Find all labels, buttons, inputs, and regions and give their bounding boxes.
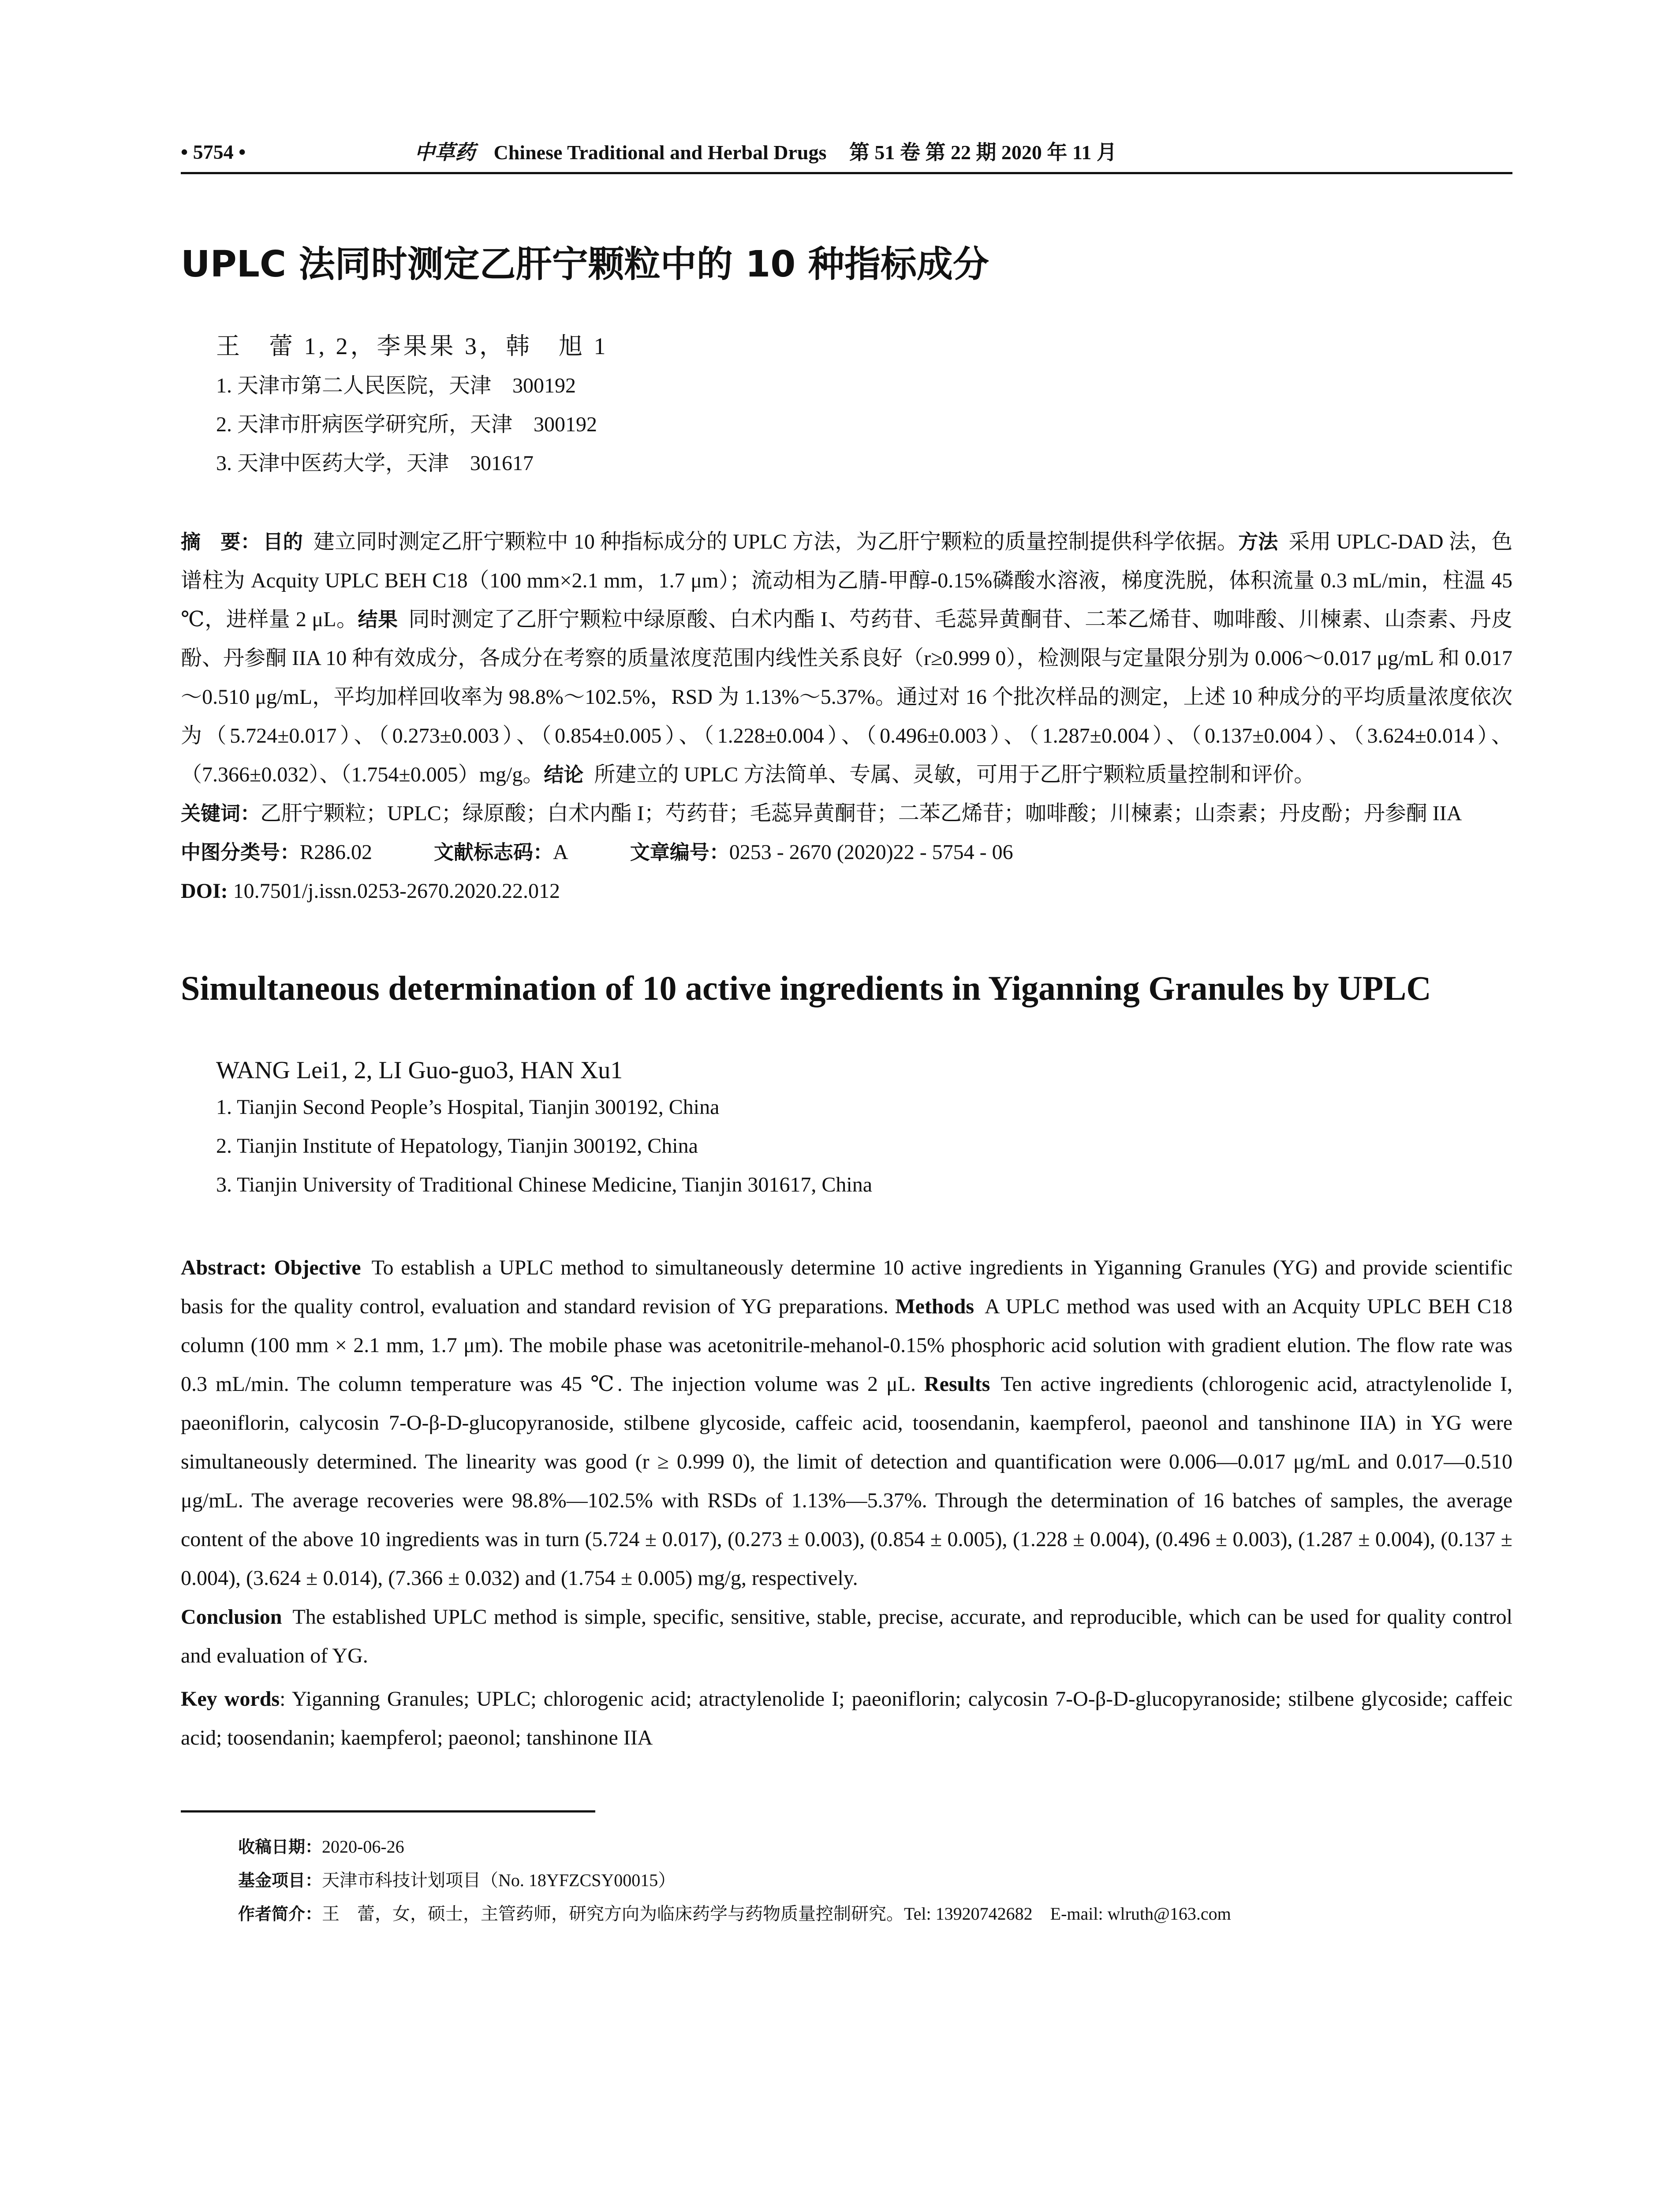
cn-abstract <box>181 523 1512 794</box>
en-abstract-text: The established UPLC method is simple, specific, sensitive, stable, precise, accurate, and reproducible, which can be used for quality control and evaluation of YG. <box>181 1605 1512 1667</box>
cn-affiliations <box>216 366 1512 483</box>
doi-line <box>181 872 1512 911</box>
clc-value: R286.02 <box>300 841 373 864</box>
clc-label: 中图分类号： <box>181 841 300 864</box>
doi-value: 10.7501/j.issn.0253-2670.2020.22.012 <box>233 879 560 903</box>
footnote-received <box>238 1830 1512 1864</box>
cn-abstract-section-label: 方法 <box>1238 530 1278 553</box>
cn-affiliation: 3. 天津中医药大学，天津 301617 <box>216 452 534 475</box>
en-abstract-label: Abstract: <box>181 1256 267 1279</box>
footnote-funding <box>238 1864 1512 1897</box>
cn-abstract-label: 摘 要： <box>181 530 261 553</box>
en-authors: WANG Lei1, 2, LI Guo-guo3, HAN Xu1 <box>216 1057 623 1084</box>
en-abstract-text: Ten active ingredients (chlorogenic acid, atractylenolide I, paeoniflorin, calycosin 7-O-β-D-glucopyranoside, stilbene glycoside, caffeic acid, toosendanin, kaempferol, paeonol and tanshinone IIA) in YG were simultaneously determined. The linearity was good (r ≥ 0.999 0), the limit of detection and quantification were 0.006—0.017 μg/mL and 0.017—0.510 μg/mL. The average recoveries were 98.8%—102.5% with RSDs of 1.13%—5.37%. Through the determination of 16 batches of samples, the average content of the above 10 ingredients was in turn (5.724 ± 0.017), (0.273 ± 0.003), (0.854 ± 0.005), (1.228 ± 0.004), (0.496 ± 0.003), (1.287 ± 0.004), (0.137 ± 0.004), (3.624 ± 0.014), (7.366 ± 0.032) and (1.754 ± 0.005) mg/g, respectively. <box>181 1372 1513 1590</box>
footnote-label: 作者简介： <box>238 1904 322 1924</box>
journal-name-en: Chinese Traditional and Herbal Drugs <box>493 141 827 164</box>
issue-info: 第 51 卷 第 22 期 2020 年 11 月 <box>849 141 1117 164</box>
en-affiliation: 1. Tianjin Second People’s Hospital, Tianjin 300192, China <box>216 1095 720 1119</box>
cn-abstract-section-label: 结果 <box>358 608 398 631</box>
cn-affiliation: 2. 天津市肝病医学研究所，天津 300192 <box>216 413 597 436</box>
cn-authors: 王 蕾 1, 2，李果果 3，韩 旭 1 <box>216 333 609 359</box>
en-keywords-label: Key words <box>181 1687 280 1711</box>
en-affiliation: 3. Tianjin University of Traditional Chinese Medicine, Tianjin 301617, China <box>216 1173 873 1196</box>
cn-abstract-section-label: 目的 <box>263 530 303 553</box>
footnote-text: 天津市科技计划项目（No. 18YFZCSY00015） <box>322 1870 676 1890</box>
cn-abstract-text: 所建立的 UPLC 方法简单、专属、灵敏，可用于乙肝宁颗粒质量控制和评价。 <box>594 763 1315 786</box>
en-abstract <box>181 1248 1512 1675</box>
en-affiliation: 2. Tianjin Institute of Hepatology, Tianjin 300192, China <box>216 1134 698 1158</box>
en-affiliations <box>216 1088 1512 1204</box>
article-page <box>181 132 1512 1931</box>
footnote-label: 基金项目： <box>238 1871 322 1890</box>
en-abstract-section-label: Objective <box>274 1256 361 1279</box>
footnote-label: 收稿日期： <box>238 1837 322 1857</box>
en-abstract-section-label: Results <box>924 1372 990 1396</box>
cn-keywords <box>181 794 1512 833</box>
journal-header <box>414 132 1117 172</box>
cn-abstract-text: 采用 UPLC-DAD 法，色谱柱为 Acquity UPLC BEH C18（100 mm×2.1 mm，1.7 μm）；流动相为乙腈-甲醇-0.15%磷酸水溶液，梯度洗脱，体积流量 0.3 mL/min，柱温 45 ℃，进样量 2 μL。 <box>181 530 1512 631</box>
journal-logo-cn: 中草药 <box>414 140 475 164</box>
cn-abstract-section-label: 结论 <box>544 763 584 786</box>
en-abstract-text: To establish a UPLC method to simultaneously determine 10 active ingredients in Yiganning Granules (YG) and provide scientific basis for the quality control, evaluation and standard revision of YG preparations. <box>181 1256 1513 1318</box>
en-abstract-section-label: Methods <box>895 1295 974 1318</box>
article-number-value: 0253 - 2670 (2020)22 - 5754 - 06 <box>729 841 1013 864</box>
doccode-label: 文献标志码： <box>434 841 553 864</box>
footnote-author-bio <box>238 1897 1512 1931</box>
running-header <box>181 132 1512 174</box>
doi-label: DOI: <box>181 879 228 903</box>
cn-title: UPLC 法同时测定乙肝宁颗粒中的 10 种指标成分 <box>181 243 989 285</box>
cn-abstract-text: 建立同时测定乙肝宁颗粒中 10 种指标成分的 UPLC 方法，为乙肝宁颗粒的质量控制提供科学依据。 <box>313 530 1239 553</box>
en-keywords-text: : Yiganning Granules; UPLC; chlorogenic acid; atractylenolide I; paeoniflorin; calycosin 7-O-β-D-glucopyranoside; stilbene glycoside; caffeic acid; toosendanin; kaempferol; paeonol; tanshinone IIA <box>181 1687 1512 1749</box>
doccode-value: A <box>553 841 568 864</box>
article-number-label: 文章编号： <box>630 841 729 864</box>
cn-classification <box>181 833 1512 872</box>
cn-abstract-text: 同时测定了乙肝宁颗粒中绿原酸、白术内酯 I、芍药苷、毛蕊异黄酮苷、二苯乙烯苷、咖啡酸、川楝素、山柰素、丹皮酚、丹参酮 IIA 10 种有效成分，各成分在考察的质量浓度范围内线性关系良好（r≥0.999 0），检测限与定量限分别为 0.006～0.017 μg/mL 和 0.017～0.510 μg/mL，平均加样回收率为 98.8%～102.5%，RSD 为 1.13%～5.37%。通过对 16 个批次样品的测定，上述 10 种成分的平均质量浓度依次为（5.724±0.017）、（0.273±0.003）、（0.854±0.005）、（1.228±0.004）、（0.496±0.003）、（1.287±0.004）、（0.137±0.004）、（3.624±0.014）、（7.366±0.032）、（1.754±0.005）mg/g。 <box>181 608 1512 786</box>
cn-keywords-label: 关键词： <box>181 802 261 825</box>
en-title: Simultaneous determination of 10 active ingredients in Yiganning Granules by UPLC <box>181 969 1431 1007</box>
footnote-rule <box>181 1810 595 1813</box>
footnote-text: 2020-06-26 <box>322 1837 404 1857</box>
page-number: • 5754 • <box>181 141 246 163</box>
cn-affiliation: 1. 天津市第二人民医院，天津 300192 <box>216 374 576 397</box>
footnotes <box>238 1830 1512 1931</box>
en-abstract-text: A UPLC method was used with an Acquity UPLC BEH C18 column (100 mm × 2.1 mm, 1.7 μm). The mobile phase was acetonitrile-mehanol-0.15% phosphoric acid solution with gradient elution. The flow rate was 0.3 mL/min. The column temperature was 45 ℃. The injection volume was 2 μL. <box>181 1295 1512 1396</box>
footnote-text: 王 蕾，女，硕士，主管药师，研究方向为临床药学与药物质量控制研究。Tel: 13920742682 E-mail: wlruth@163.com <box>322 1904 1231 1924</box>
en-abstract-section-label: Conclusion <box>181 1605 282 1629</box>
en-keywords <box>181 1680 1512 1757</box>
cn-keywords-text: 乙肝宁颗粒；UPLC；绿原酸；白术内酯 I；芍药苷；毛蕊异黄酮苷；二苯乙烯苷；咖啡酸；川楝素；山柰素；丹皮酚；丹参酮 IIA <box>260 802 1462 825</box>
